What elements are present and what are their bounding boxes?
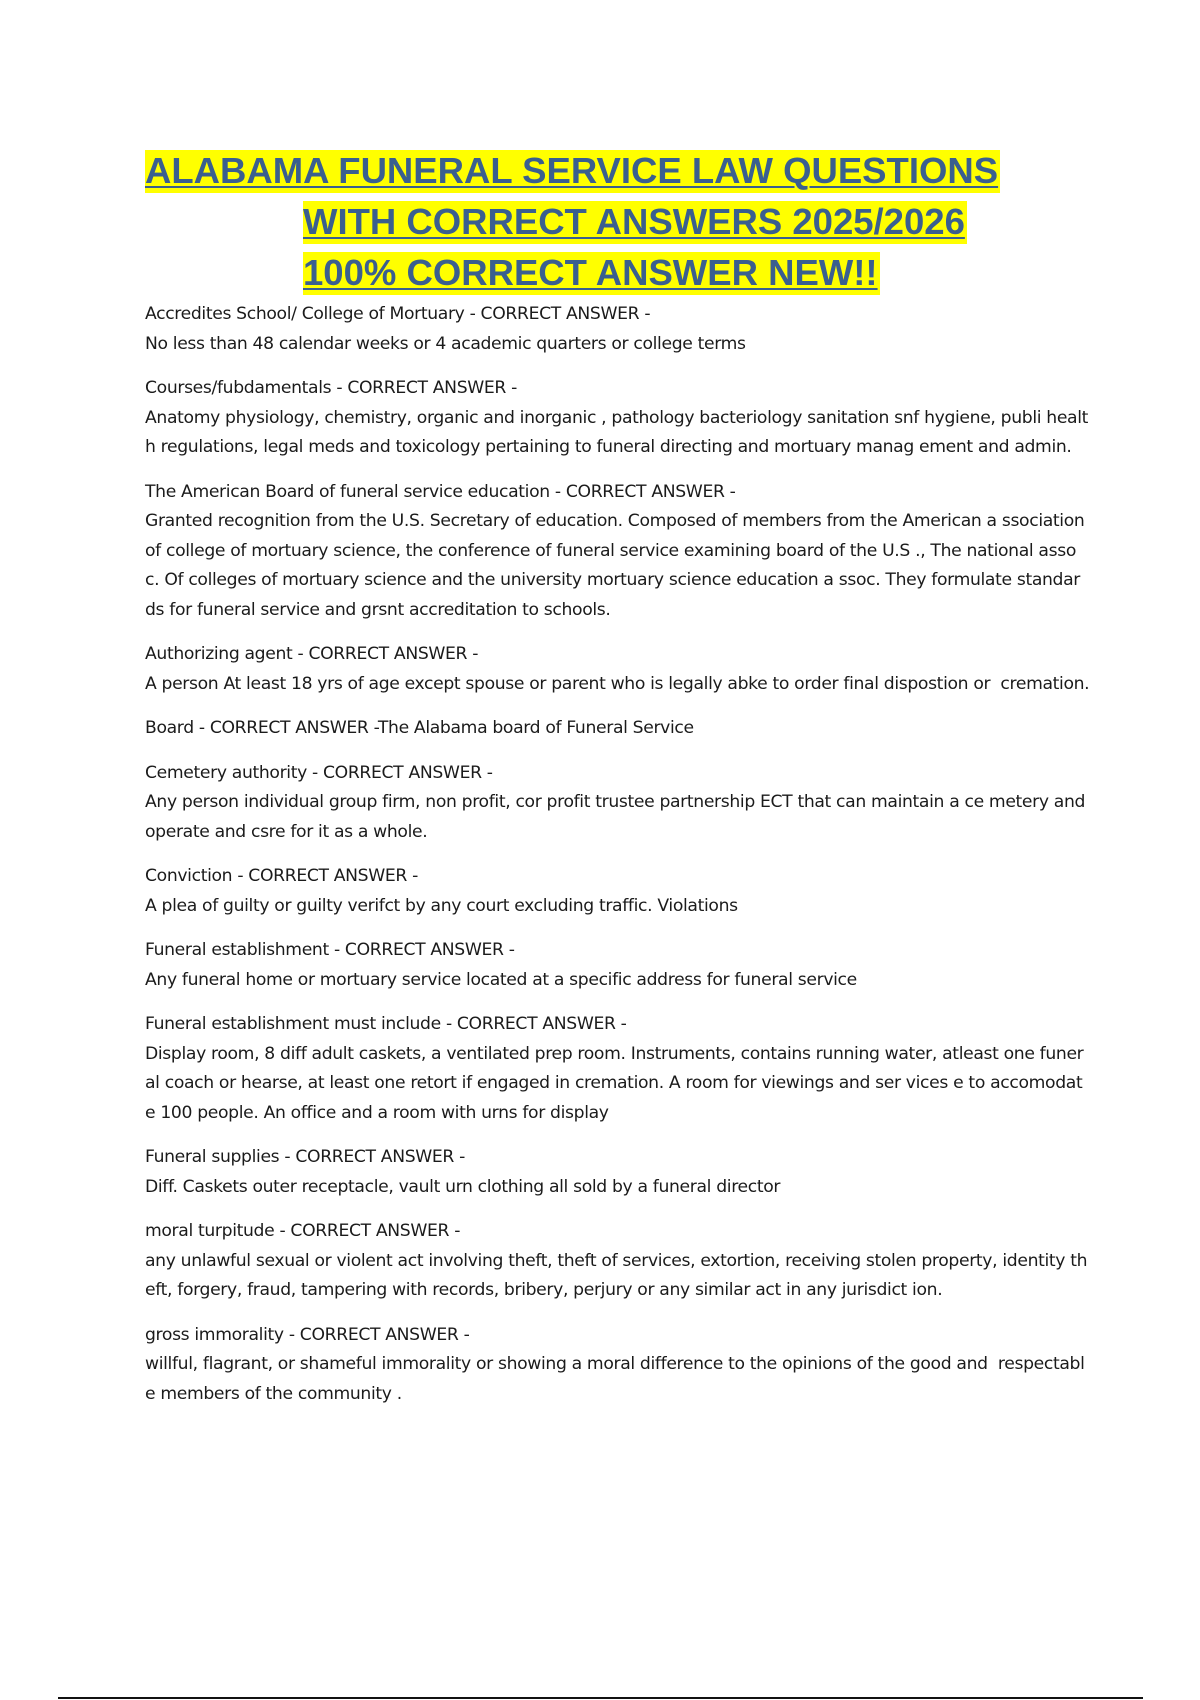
answer-text: Diff. Caskets outer receptacle, vault urn clothing all sold by a funeral director — [145, 1176, 781, 1197]
question-text: The American Board of funeral service education - CORRECT ANSWER - — [145, 481, 736, 502]
answer-text: Granted recognition from the U.S. Secretary of education. Composed of members from the American a ssociation of college of mortuary science, the conference of funeral service examining board of the U.S ., The national assoc. Of colleges of mortuary science and the university mortuary science education a ssoc. They formulate standards for funeral service and grsnt accreditation to schools. — [145, 511, 1090, 620]
answer-text: A plea of guilty or guilty verifct by any court excluding traffic. Violations — [145, 895, 738, 916]
title-line-3-text: 100% CORRECT ANSWER NEW!! — [303, 252, 878, 293]
title-line-1-text: ALABAMA FUNERAL SERVICE LAW QUESTIONS — [145, 150, 999, 191]
question-text: moral turpitude - CORRECT ANSWER - — [145, 1221, 461, 1241]
answer-text: any unlawful sexual or violent act involving theft, theft of services, extortion, receiving stolen property, identity theft, forgery, fraud, tampering with records, bribery, perjury or any similar act in any jurisdict ion. — [145, 1250, 1088, 1300]
qa-entry — [145, 1010, 1090, 1128]
question-text: Courses/fubdamentals - CORRECT ANSWER - — [145, 378, 517, 398]
qa-entry — [145, 1143, 1090, 1202]
question-text: Conviction - CORRECT ANSWER - — [145, 866, 418, 886]
question-text: Authorizing agent - CORRECT ANSWER - — [145, 644, 479, 664]
question-text: Board - CORRECT ANSWER -The Alabama board of Funeral Service — [145, 718, 694, 738]
qa-entry — [145, 300, 1090, 359]
qa-entry — [145, 759, 1090, 848]
answer-text: willful, flagrant, or shameful immorality or showing a moral difference to the opinions of the good and respectable members of the community . — [145, 1354, 1085, 1404]
question-text: Cemetery authority - CORRECT ANSWER - — [145, 762, 493, 783]
qa-entry — [145, 374, 1090, 463]
question-text: Funeral establishment - CORRECT ANSWER - — [145, 940, 515, 960]
qa-entry — [145, 1217, 1090, 1306]
qa-entry — [145, 862, 1090, 921]
title-line-3 — [145, 247, 1105, 298]
bottom-divider — [58, 1697, 1143, 1699]
qa-entry — [145, 478, 1090, 626]
qa-list — [145, 300, 1090, 1424]
question-text: Funeral establishment must include - CORRECT ANSWER - — [145, 1014, 627, 1034]
qa-entry — [145, 714, 1090, 744]
title-line-2 — [145, 196, 1105, 247]
qa-entry — [145, 1321, 1090, 1410]
answer-text: No less than 48 calendar weeks or 4 academic quarters or college terms — [145, 333, 746, 354]
title-line-2-text: WITH CORRECT ANSWERS 2025/2026 — [303, 201, 965, 242]
question-text: Funeral supplies - CORRECT ANSWER - — [145, 1147, 465, 1167]
title-line-1 — [145, 145, 1105, 196]
question-text: gross immorality - CORRECT ANSWER - — [145, 1324, 470, 1345]
answer-text: Display room, 8 diff adult caskets, a ventilated prep room. Instruments, contains running water, atleast one funeral coach or hearse, at least one retort if engaged in cremation. A room for viewings and ser vices e to accomodate 100 people. An office and a room with urns for display — [145, 1043, 1084, 1123]
answer-text: Anatomy physiology, chemistry, organic and inorganic , pathology bacteriology sanitation snf hygiene, publi health regulations, legal meds and toxicology pertaining to funeral directing and mortuary manag ement and admin. — [145, 407, 1089, 457]
question-text: Accredites School/ College of Mortuary - CORRECT ANSWER - — [145, 304, 651, 324]
answer-text: Any person individual group firm, non profit, cor profit trustee partnership ECT that can maintain a ce metery and operate and csre for it as a whole. — [145, 792, 1091, 842]
document-title — [145, 145, 1105, 298]
answer-text: Any funeral home or mortuary service located at a specific address for funeral service — [145, 969, 857, 990]
answer-text: A person At least 18 yrs of age except spouse or parent who is legally abke to order final dispostion or cremation. — [145, 673, 1090, 694]
qa-entry — [145, 936, 1090, 995]
qa-entry — [145, 640, 1090, 699]
